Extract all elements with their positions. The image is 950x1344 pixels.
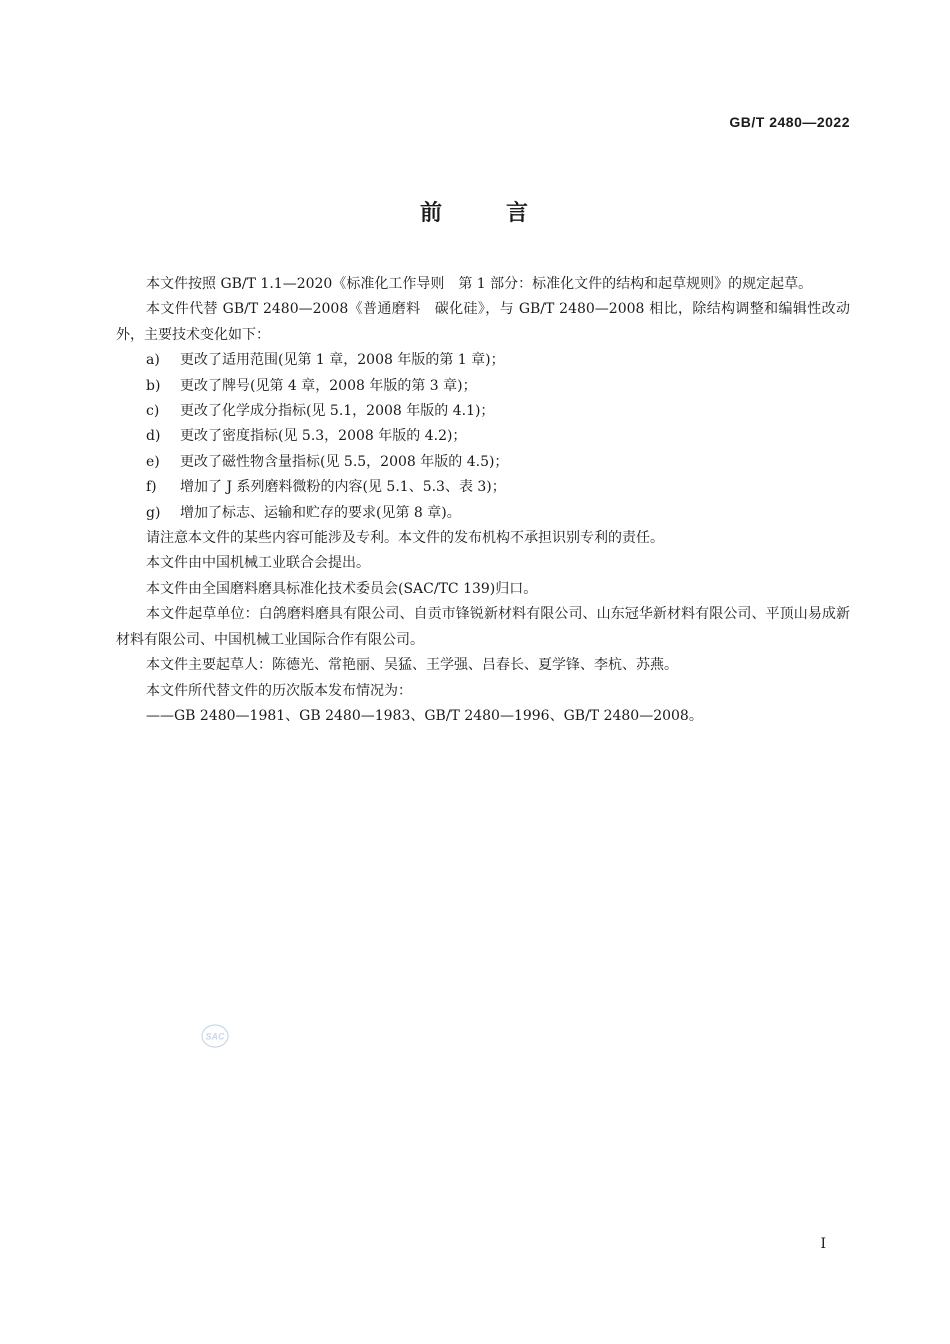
paragraph-patent-notice: 请注意本文件的某些内容可能涉及专利。本文件的发布机构不承担识别专利的责任。 bbox=[146, 530, 664, 547]
title-char-2: 言 bbox=[506, 201, 531, 226]
page-number: I bbox=[820, 1236, 826, 1252]
paragraph-history-list: ——GB 2480—1981、GB 2480—1983、GB/T 2480—1996、GB/T 2480—2008。 bbox=[146, 707, 703, 724]
list-text: 更改了密度指标(见 5.3，2008 年版的 4.2)； bbox=[180, 428, 467, 445]
list-marker: c) bbox=[146, 403, 160, 420]
paragraph-drafting-units: 本文件起草单位：白鸽磨料磨具有限公司、自贡市锋锐新材料有限公司、山东冠华新材料有限公司、平顶山易成新材料有限公司、中国机械工业国际合作有限公司。 bbox=[116, 606, 850, 648]
page-title bbox=[0, 196, 950, 227]
sac-watermark-logo bbox=[201, 1024, 229, 1048]
change-item-a bbox=[116, 348, 850, 373]
change-item-b bbox=[116, 374, 850, 399]
paragraph-centralized-by: 本文件由全国磨料磨具标准化技术委员会(SAC/TC 139)归口。 bbox=[146, 580, 538, 597]
title-char-1: 前 bbox=[419, 201, 444, 226]
standard-code: GB/T 2480—2022 bbox=[729, 114, 850, 130]
list-text: 更改了化学成分指标(见 5.1，2008 年版的 4.1)； bbox=[180, 403, 495, 420]
list-text: 增加了标志、运输和贮存的要求(见第 8 章)。 bbox=[180, 504, 461, 521]
paragraph-history-intro: 本文件所代替文件的历次版本发布情况为： bbox=[146, 682, 412, 699]
list-marker: a) bbox=[146, 352, 160, 369]
sac-logo-text: SAC bbox=[205, 1031, 225, 1042]
list-marker: g) bbox=[146, 504, 161, 521]
change-item-c bbox=[116, 399, 850, 424]
change-item-g bbox=[116, 501, 850, 526]
foreword-body bbox=[116, 272, 850, 729]
list-marker: e) bbox=[146, 453, 160, 470]
change-item-d bbox=[116, 424, 850, 449]
change-item-e bbox=[116, 450, 850, 475]
paragraph-replacement: 本文件代替 GB/T 2480—2008《普通磨料 碳化硅》，与 GB/T 2480—2008 相比，除结构调整和编辑性改动外，主要技术变化如下： bbox=[116, 301, 850, 343]
list-marker: b) bbox=[146, 377, 161, 394]
paragraph-proposed-by: 本文件由中国机械工业联合会提出。 bbox=[146, 555, 370, 572]
change-item-f bbox=[116, 475, 850, 500]
list-text: 更改了适用范围(见第 1 章，2008 年版的第 1 章)； bbox=[180, 352, 505, 369]
list-text: 更改了牌号(见第 4 章，2008 年版的第 3 章)； bbox=[180, 377, 477, 394]
paragraph-drafting-rules: 本文件按照 GB/T 1.1—2020《标准化工作导则 第 1 部分：标准化文件的结构和起草规则》的规定起草。 bbox=[146, 276, 813, 292]
list-text: 更改了磁性物含量指标(见 5.5，2008 年版的 4.5)； bbox=[180, 453, 509, 470]
list-marker: f) bbox=[146, 479, 157, 496]
list-marker: d) bbox=[146, 428, 161, 445]
list-text: 增加了 J 系列磨料微粉的内容(见 5.1、5.3、表 3)； bbox=[180, 479, 506, 496]
paragraph-drafters: 本文件主要起草人：陈德光、常艳丽、吴猛、王学强、吕春长、夏学锋、李杭、苏燕。 bbox=[146, 657, 678, 674]
